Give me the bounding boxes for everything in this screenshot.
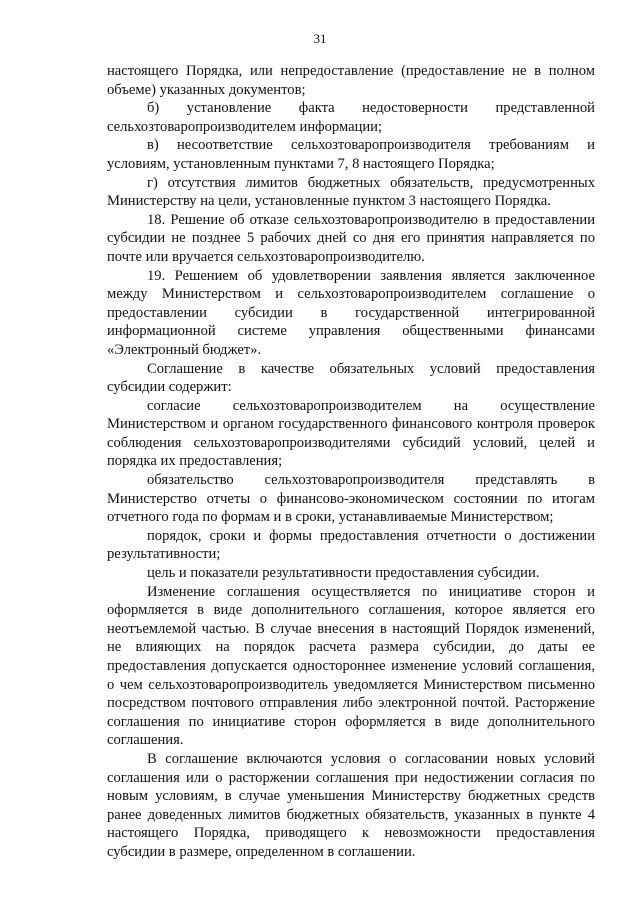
paragraph-item-g: г) отсутствия лимитов бюджетных обязательств, предусмотренных Министерству на цели, установленные пунктом 3 настоящего Порядка. xyxy=(107,174,595,210)
page-body xyxy=(107,62,595,862)
paragraph-item-v: в) несоответствие сельхозтоваропроизводителя требованиям и условиям, установленным пунктами 7, 8 настоящего Порядка; xyxy=(107,137,595,172)
paragraph-reporting: порядок, сроки и формы предоставления отчетности о достижении результативности; xyxy=(107,527,595,563)
paragraph-continuation: настоящего Порядка, или непредоставление (предоставление не в полном объеме) указанных документов; xyxy=(107,63,595,98)
page-number: 31 xyxy=(313,31,327,46)
paragraph-new-conditions: В соглашение включаются условия о согласовании новых условий соглашения или о расторжении соглашения при недостижении согласия по новым условиям, в случае уменьшения Министерству бюджетных средств ранее доведенных лимитов бюджетных обязательств, указанных в пункте 4 настоящего Порядка, приводящего к невозможности предоставления субсидии в размере, определенном в соглашении. xyxy=(107,750,595,860)
paragraph-clause-19: 19. Решением об удовлетворении заявления является заключенное между Министерством и сельхозтоваропроизводителем соглашение о предоставлении субсидии в государственной интегрированной информационной системе управления общественными финансами «Электронный бюджет». xyxy=(107,267,595,358)
paragraph-consent: согласие сельхозтоваропроизводителем на осуществление Министерством и органом государственного финансового контроля проверок соблюдения сельхозтоваропроизводителями субсидий условий, целей и порядка их предоставления; xyxy=(107,397,595,470)
paragraph-clause-18: 18. Решение об отказе сельхозтоваропроизводителю в предоставлении субсидии не позднее 5 рабочих дней со дня его принятия направляется по почте или вручается сельхозтоваропроизводителю. xyxy=(107,211,595,265)
paragraph-agreement-conditions: Соглашение в качестве обязательных условий предоставления субсидии содержит: xyxy=(107,360,595,396)
paragraph-goal: цель и показатели результативности предоставления субсидии. xyxy=(147,565,540,582)
paragraph-item-b: б) установление факта недостоверности представленной сельхозтоваропроизводителем информации; xyxy=(107,100,595,135)
paragraph-amendment: Изменение соглашения осуществляется по инициативе сторон и оформляется в виде дополнительного соглашения, которое является его неотъемлемой частью. В случае внесения в настоящий Порядок изменений, не влияющих на порядок расчета размера субсидии, до даты ее предоставления допускается одностороннее изменение условий соглашения, о чем сельхозтоваропроизводитель уведомляется Министерством письменно посредством почтового отправления либо электронной почтой. Расторжение соглашения по инициативе сторон оформляется в виде дополнительного соглашения. xyxy=(107,583,595,749)
paragraph-obligation: обязательство сельхозтоваропроизводителя представлять в Министерство отчеты о финансово-экономическом состоянии по итогам отчетного года по формам и в сроки, устанавливаемые Министерством; xyxy=(107,472,595,526)
